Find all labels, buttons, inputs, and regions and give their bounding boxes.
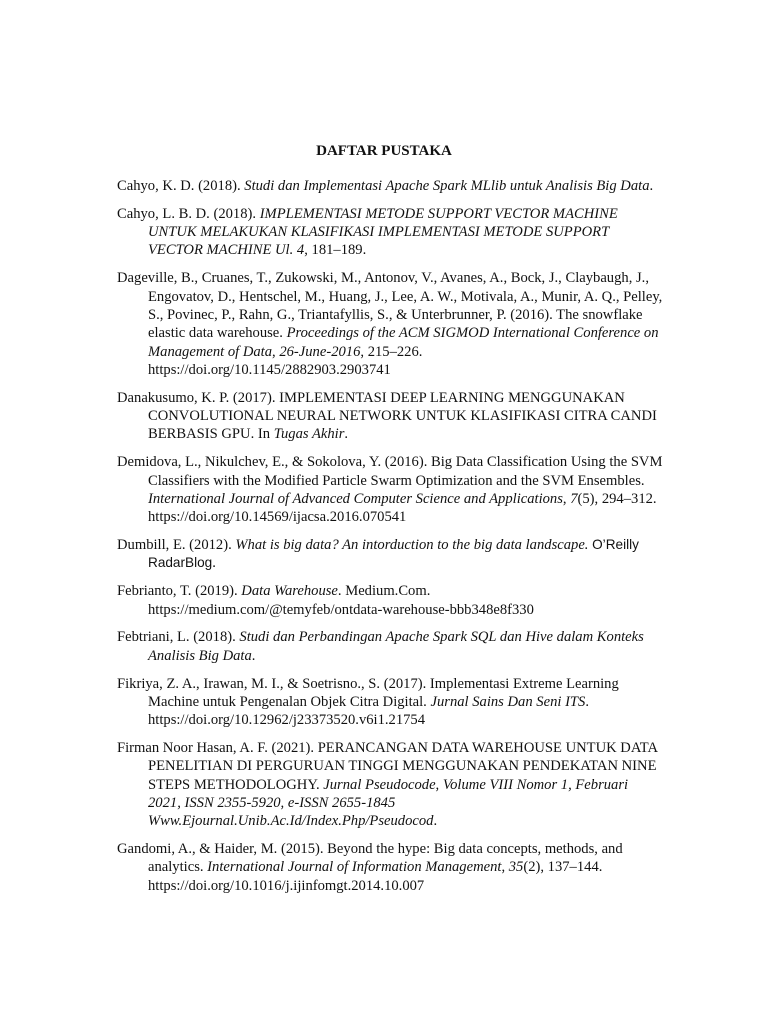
reference-entry [117, 269, 663, 379]
reference-text: Dageville, B., Cruanes, T., Zukowski, M., Antonov, V., Avanes, A., Bock, J., Claybaugh, J., Engovatov, D., Hentschel, M., Huang, J., Lee, A. W., Motivala, A., Munir, A. Q., Pelley, S., Povinec, P., Rahn, G., Triantafyllis, S., & Unterbrunner, P. (2016). The snowflake elastic data warehouse. [117, 270, 663, 342]
reference-text: Gandomi, A., & Haider, M. (2015). Beyond the hype: Big data concepts, methods, and analytics. [117, 841, 623, 876]
reference-text: (2), 137–144. https://doi.org/10.1016/j.ijinfomgt.2014.10.007 [148, 859, 603, 894]
reference-italic-text: Studi dan Implementasi Apache Spark MLlib untuk Analisis Big Data [244, 178, 650, 194]
reference-italic-text: 26-June-2016 [279, 343, 361, 360]
reference-italic-text: Proceedings of the ACM SIGMOD International Conference on Management of Data [148, 325, 659, 360]
reference-entry [117, 628, 663, 665]
reference-text: , 215–226. https://doi.org/10.1145/2882903.2903741 [148, 343, 423, 378]
reference-list [117, 177, 663, 905]
reference-italic-text: Jurnal Pseudocode, Volume VIII Nomor 1, Februari 2021, ISSN 2355-5920, e-ISSN 2655-1845 Www.Ejournal.Unib.Ac.Id/Index.Php/Pseudocod [148, 776, 629, 830]
reference-text: Febrianto, T. (2019). [117, 583, 242, 600]
reference-entry [117, 205, 663, 260]
reference-entry [117, 389, 663, 444]
reference-italic-text: International Journal of Advanced Computer Science and Applications [148, 490, 563, 507]
reference-italic-text: Tugas Akhir [273, 426, 345, 443]
reference-text: Febtriani, L. (2018). [117, 629, 240, 646]
reference-text: Firman Noor Hasan, A. F. (2021). PERANCANGAN DATA WAREHOUSE UNTUK DATA PENELITIAN DI PERGURUAN TINGGI MENGGUNAKAN PENDEKATAN NINE STEPS METHODOLOGHY. [117, 740, 658, 793]
reference-italic-text: International Journal of Information Management [207, 859, 502, 876]
reference-entry [117, 840, 663, 895]
reference-text: Fikriya, Z. A., Irawan, M. I., & Soetrisno., S. (2017). Implementasi Extreme Learning Machine untuk Pengenalan Objek Citra Digital. [117, 675, 619, 710]
reference-text: (5), 294–312. https://doi.org/10.14569/ijacsa.2016.070541 [148, 490, 657, 526]
reference-italic-text: 7 [570, 490, 578, 507]
reference-text: , 181–189. [304, 242, 367, 259]
reference-italic-text: IMPLEMENTASI METODE SUPPORT VECTOR MACHINE UNTUK MELAKUKAN KLASIFIKASI IMPLEMENTASI METODE SUPPORT VECTOR MACHINE Ul. 4 [148, 205, 618, 259]
reference-italic-text: Studi dan Perbandingan Apache Spark SQL dan Hive dalam Konteks Analisis Big Data [148, 629, 644, 664]
reference-text: . https://doi.org/10.12962/j23373520.v6i1.21754 [148, 693, 589, 729]
reference-text: . [212, 555, 216, 572]
reference-text: . [649, 178, 654, 194]
reference-text: . Medium.Com. https://medium.com/@temyfeb/ontdata-warehouse-bbb348e8f330 [148, 583, 534, 618]
reference-entry [117, 739, 663, 830]
reference-text: . [433, 813, 438, 830]
reference-entry [117, 582, 663, 619]
reference-text: Cahyo, L. B. D. (2018). [117, 205, 260, 222]
reference-italic-text: What is big data? An intorduction to the big data landscape. [235, 537, 589, 554]
bibliography-heading: DAFTAR PUSTAKA [316, 143, 452, 159]
reference-text: O’Reilly RadarBlog [148, 537, 639, 571]
reference-text: Dumbill, E. (2012). [117, 537, 236, 554]
reference-text: , [562, 490, 571, 507]
reference-entry [117, 177, 663, 195]
reference-text: Cahyo, K. D. (2018). [117, 178, 245, 194]
reference-entry [117, 675, 663, 730]
reference-italic-text: 35 [508, 859, 524, 876]
reference-text: Demidova, L., Nikulchev, E., & Sokolova, Y. (2016). Big Data Classification Using the SVM Classifiers with the Modified Particle Swarm Optimization and the SVM Ensembles. [117, 454, 663, 489]
reference-text: . [251, 647, 256, 664]
reference-italic-text: Jurnal Sains Dan Seni ITS [430, 693, 586, 710]
reference-text: . [344, 426, 349, 443]
reference-italic-text: Data Warehouse [241, 583, 338, 600]
reference-text: Danakusumo, K. P. (2017). IMPLEMENTASI DEEP LEARNING MENGGUNAKAN CONVOLUTIONAL NEURAL NETWORK UNTUK KLASIFIKASI CITRA CANDI BERBASIS GPU. In [117, 389, 657, 443]
reference-entry [117, 453, 663, 526]
reference-text: , [501, 859, 509, 876]
reference-entry [117, 536, 663, 573]
reference-text: , [272, 343, 280, 360]
